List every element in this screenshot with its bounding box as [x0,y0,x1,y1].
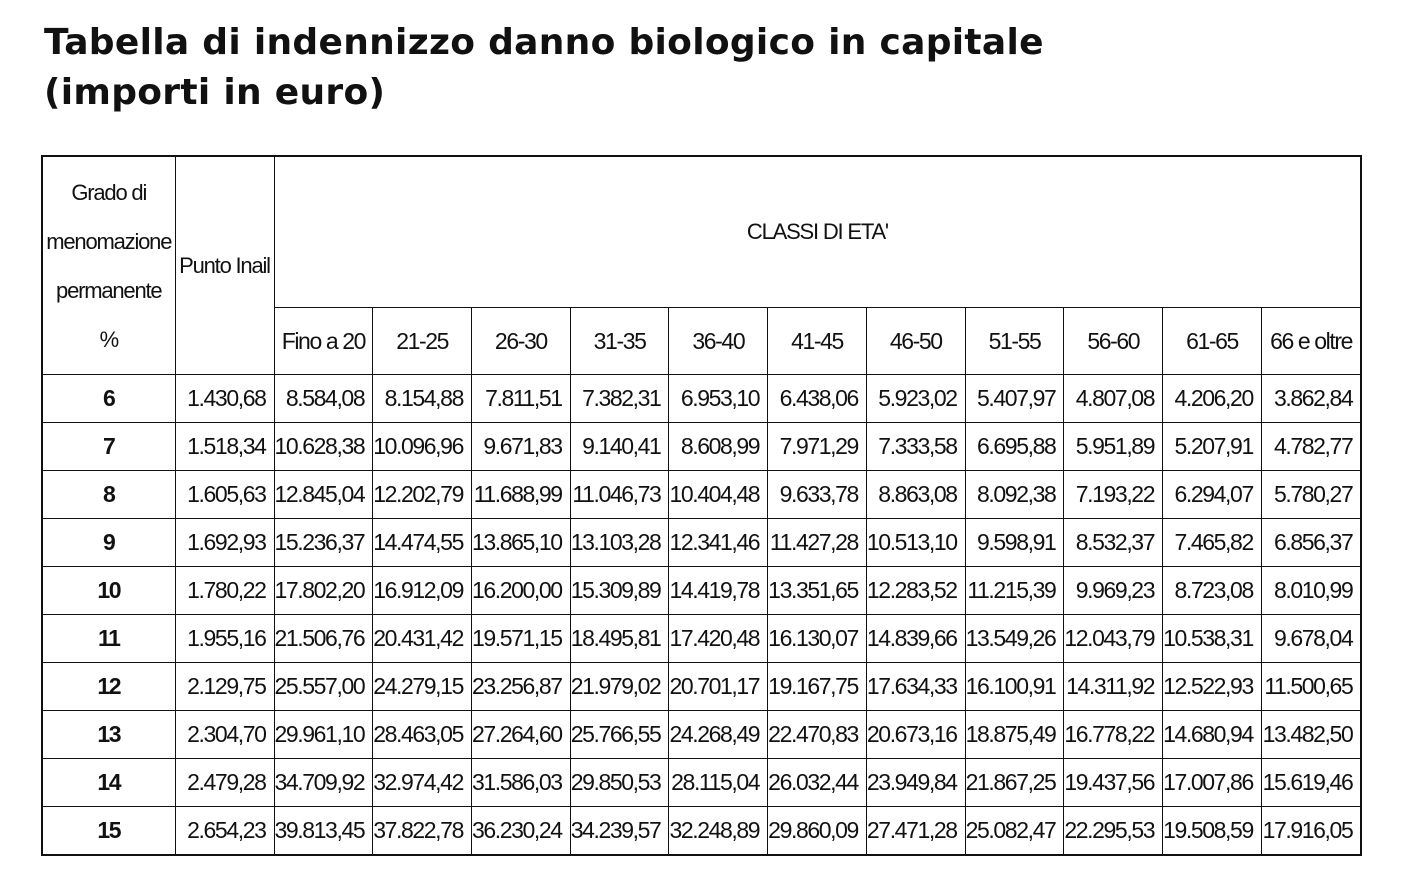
cell-punto-inail: 1.692,93 [175,519,274,567]
cell-importo: 25.082,47 [965,807,1064,856]
cell-importo: 39.813,45 [274,807,373,856]
header-age-class: 56-60 [1064,308,1163,375]
cell-importo: 22.470,83 [768,711,867,759]
cell-importo: 10.096,96 [373,423,472,471]
cell-importo: 11.500,65 [1261,663,1361,711]
cell-importo: 26.032,44 [768,759,867,807]
cell-importo: 29.961,10 [274,711,373,759]
cell-importo: 8.010,99 [1261,567,1361,615]
cell-importo: 13.103,28 [570,519,669,567]
header-punto-inail: Punto Inail [175,156,274,375]
cell-importo: 8.584,08 [274,375,373,423]
header-grado-line: menomazione [46,228,172,254]
cell-importo: 20.673,16 [866,711,965,759]
cell-importo: 3.862,84 [1261,375,1361,423]
header-grado-line: Grado di [71,179,147,205]
cell-importo: 21.867,25 [965,759,1064,807]
cell-importo: 12.283,52 [866,567,965,615]
cell-importo: 9.598,91 [965,519,1064,567]
cell-importo: 14.680,94 [1163,711,1262,759]
cell-importo: 23.949,84 [866,759,965,807]
cell-importo: 13.865,10 [471,519,570,567]
header-age-class: Fino a 20 [274,308,373,375]
cell-importo: 15.309,89 [570,567,669,615]
cell-grado: 8 [42,471,175,519]
cell-importo: 8.532,37 [1064,519,1163,567]
cell-importo: 7.465,82 [1163,519,1262,567]
cell-importo: 24.268,49 [669,711,768,759]
cell-importo: 25.557,00 [274,663,373,711]
cell-importo: 32.974,42 [373,759,472,807]
header-age-class: 61-65 [1163,308,1262,375]
header-grado-menomazione [42,156,175,375]
cell-punto-inail: 1.605,63 [175,471,274,519]
cell-importo: 8.863,08 [866,471,965,519]
header-age-class: 31-35 [570,308,669,375]
cell-importo: 11.427,28 [768,519,867,567]
page-title-line-2: (importi in euro) [44,72,386,113]
cell-importo: 23.256,87 [471,663,570,711]
cell-importo: 4.807,08 [1064,375,1163,423]
cell-importo: 6.953,10 [669,375,768,423]
cell-importo: 19.167,75 [768,663,867,711]
cell-importo: 10.404,48 [669,471,768,519]
cell-importo: 4.206,20 [1163,375,1262,423]
cell-importo: 31.586,03 [471,759,570,807]
cell-punto-inail: 1.780,22 [175,567,274,615]
cell-punto-inail: 2.654,23 [175,807,274,856]
page-title [44,18,1044,118]
cell-importo: 16.130,07 [768,615,867,663]
table-body [42,375,1361,856]
cell-importo: 21.979,02 [570,663,669,711]
cell-grado: 9 [42,519,175,567]
cell-importo: 29.850,53 [570,759,669,807]
cell-importo: 14.419,78 [669,567,768,615]
cell-punto-inail: 1.430,68 [175,375,274,423]
cell-importo: 10.538,31 [1163,615,1262,663]
indennizzo-table [41,155,1362,856]
cell-importo: 6.438,06 [768,375,867,423]
cell-importo: 6.695,88 [965,423,1064,471]
cell-importo: 12.845,04 [274,471,373,519]
header-age-class: 21-25 [373,308,472,375]
cell-importo: 18.495,81 [570,615,669,663]
header-age-class: 66 e oltre [1261,308,1361,375]
cell-importo: 29.860,09 [768,807,867,856]
cell-importo: 7.193,22 [1064,471,1163,519]
cell-importo: 9.633,78 [768,471,867,519]
header-grado-line: % [99,326,118,352]
cell-importo: 20.701,17 [669,663,768,711]
cell-importo: 20.431,42 [373,615,472,663]
cell-importo: 8.154,88 [373,375,472,423]
cell-importo: 17.802,20 [274,567,373,615]
cell-importo: 16.200,00 [471,567,570,615]
cell-grado: 12 [42,663,175,711]
cell-importo: 10.628,38 [274,423,373,471]
header-classi-eta: CLASSI DI ETA' [274,156,1361,308]
cell-importo: 32.248,89 [669,807,768,856]
table-row [42,519,1361,567]
cell-grado: 10 [42,567,175,615]
cell-importo: 19.571,15 [471,615,570,663]
cell-importo: 13.351,65 [768,567,867,615]
cell-grado: 13 [42,711,175,759]
cell-importo: 7.382,31 [570,375,669,423]
cell-importo: 27.264,60 [471,711,570,759]
table-row [42,375,1361,423]
cell-importo: 18.875,49 [965,711,1064,759]
cell-importo: 11.046,73 [570,471,669,519]
table-row [42,663,1361,711]
cell-importo: 5.407,97 [965,375,1064,423]
cell-importo: 16.912,09 [373,567,472,615]
cell-importo: 15.236,37 [274,519,373,567]
table-row [42,567,1361,615]
cell-importo: 16.100,91 [965,663,1064,711]
cell-punto-inail: 2.304,70 [175,711,274,759]
cell-importo: 28.463,05 [373,711,472,759]
table-row [42,759,1361,807]
cell-importo: 4.782,77 [1261,423,1361,471]
cell-importo: 17.007,86 [1163,759,1262,807]
cell-importo: 8.608,99 [669,423,768,471]
cell-grado: 15 [42,807,175,856]
cell-importo: 13.549,26 [965,615,1064,663]
cell-importo: 12.043,79 [1064,615,1163,663]
cell-importo: 36.230,24 [471,807,570,856]
page-title-line-1: Tabella di indennizzo danno biologico in capitale [44,22,1044,63]
cell-importo: 5.923,02 [866,375,965,423]
cell-importo: 12.522,93 [1163,663,1262,711]
header-age-class: 51-55 [965,308,1064,375]
cell-importo: 25.766,55 [570,711,669,759]
cell-importo: 28.115,04 [669,759,768,807]
cell-importo: 15.619,46 [1261,759,1361,807]
cell-grado: 6 [42,375,175,423]
header-age-class: 36-40 [669,308,768,375]
cell-punto-inail: 1.518,34 [175,423,274,471]
cell-importo: 21.506,76 [274,615,373,663]
cell-importo: 7.811,51 [471,375,570,423]
cell-importo: 6.856,37 [1261,519,1361,567]
cell-importo: 24.279,15 [373,663,472,711]
cell-importo: 19.508,59 [1163,807,1262,856]
table-row [42,471,1361,519]
cell-grado: 11 [42,615,175,663]
cell-importo: 17.916,05 [1261,807,1361,856]
cell-importo: 27.471,28 [866,807,965,856]
table-header [42,156,1361,375]
cell-importo: 8.723,08 [1163,567,1262,615]
cell-importo: 5.951,89 [1064,423,1163,471]
cell-grado: 7 [42,423,175,471]
cell-importo: 17.634,33 [866,663,965,711]
cell-importo: 19.437,56 [1064,759,1163,807]
cell-importo: 37.822,78 [373,807,472,856]
cell-importo: 34.239,57 [570,807,669,856]
cell-importo: 9.140,41 [570,423,669,471]
cell-importo: 11.688,99 [471,471,570,519]
cell-importo: 9.678,04 [1261,615,1361,663]
cell-punto-inail: 2.129,75 [175,663,274,711]
cell-importo: 14.311,92 [1064,663,1163,711]
cell-importo: 9.969,23 [1064,567,1163,615]
header-age-class: 41-45 [768,308,867,375]
cell-importo: 7.333,58 [866,423,965,471]
cell-importo: 11.215,39 [965,567,1064,615]
table-row [42,423,1361,471]
header-row-top [42,156,1361,308]
cell-importo: 34.709,92 [274,759,373,807]
cell-importo: 9.671,83 [471,423,570,471]
cell-importo: 13.482,50 [1261,711,1361,759]
cell-importo: 16.778,22 [1064,711,1163,759]
cell-importo: 10.513,10 [866,519,965,567]
cell-importo: 5.780,27 [1261,471,1361,519]
cell-importo: 12.202,79 [373,471,472,519]
cell-importo: 14.474,55 [373,519,472,567]
cell-importo: 7.971,29 [768,423,867,471]
table-row [42,807,1361,856]
cell-punto-inail: 2.479,28 [175,759,274,807]
cell-importo: 6.294,07 [1163,471,1262,519]
cell-punto-inail: 1.955,16 [175,615,274,663]
header-age-class: 46-50 [866,308,965,375]
cell-importo: 8.092,38 [965,471,1064,519]
cell-importo: 22.295,53 [1064,807,1163,856]
cell-importo: 14.839,66 [866,615,965,663]
cell-importo: 5.207,91 [1163,423,1262,471]
header-grado-line: permanente [56,277,162,303]
cell-importo: 12.341,46 [669,519,768,567]
table-row [42,615,1361,663]
table-row [42,711,1361,759]
cell-importo: 17.420,48 [669,615,768,663]
cell-grado: 14 [42,759,175,807]
header-age-class: 26-30 [471,308,570,375]
